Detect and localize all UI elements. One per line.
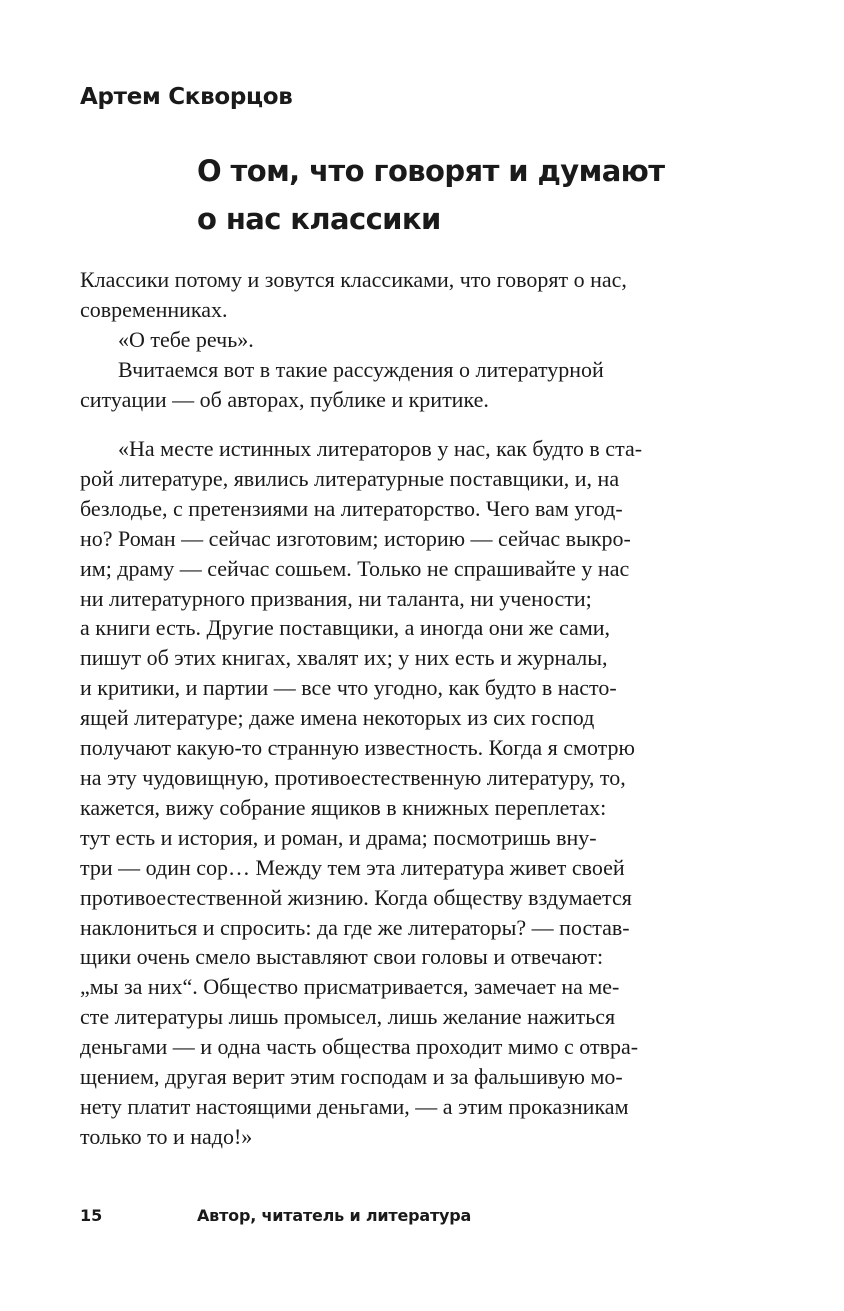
quote-line: пишут об этих книгах, хвалят их; у них есть и журналы, xyxy=(80,645,608,671)
quote-line: нету платит настоящими деньгами, — а этим проказникам xyxy=(80,1093,629,1119)
intro-line: ситуации — об авторах, публике и критике. xyxy=(80,386,489,412)
quote-line: щением, другая верит этим господам и за фальшивую мо- xyxy=(80,1064,623,1090)
author-name: Артем Скворцов xyxy=(80,84,293,110)
quote-line: ящей литературе; даже имена некоторых из сих господ xyxy=(80,705,595,731)
quote-line: а книги есть. Другие поставщики, а иногда они же сами, xyxy=(80,615,611,641)
quotation-block xyxy=(80,434,680,1152)
title-line: О том, что говорят и думают xyxy=(197,154,665,188)
quote-line: противоестественной жизнию. Когда обществу вздумается xyxy=(80,884,632,910)
page-number: 15 xyxy=(80,1206,103,1225)
quote-line: наклониться и спросить: да где же литераторы? — постав- xyxy=(80,914,630,940)
quote-line: щики очень смело выставляют свои головы и отвечают: xyxy=(80,944,604,970)
intro-paragraphs xyxy=(80,265,680,415)
intro-line: Классики потому и зовутся классиками, что говорят о нас, xyxy=(80,267,627,292)
quote-line: только то и надо!» xyxy=(80,1123,253,1149)
quote-line: „мы за них“. Общество присматривается, замечает на ме- xyxy=(80,974,620,1000)
quote-line: получают какую-то странную известность. Когда я смотрю xyxy=(80,735,635,761)
quote-line: рой литературе, явились литературные поставщики, и, на xyxy=(80,465,620,491)
quote-line: им; драму — сейчас сошьем. Только не спрашивайте у нас xyxy=(80,555,630,581)
quote-line: на эту чудовищную, противоестественную литературу, то, xyxy=(80,764,626,790)
quote-line: «На месте истинных литераторов у нас, как будто в ста- xyxy=(118,436,643,461)
quote-line: деньгами — и одна часть общества проходит мимо с отвра- xyxy=(80,1034,639,1060)
article-title xyxy=(197,147,757,243)
quote-line: кажется, вижу собрание ящиков в книжных переплетах: xyxy=(80,794,607,820)
quote-line: ни литературного призвания, ни таланта, ни учености; xyxy=(80,585,592,611)
intro-line: «О тебе речь». xyxy=(118,326,254,352)
intro-line: Вчитаемся вот в такие рассуждения о литературной xyxy=(118,356,604,382)
quote-line: и критики, и партии — все что угодно, как будто в насто- xyxy=(80,675,617,701)
running-title: Автор, читатель и литература xyxy=(197,1206,472,1225)
intro-line: современниках. xyxy=(80,296,228,322)
quote-line: безлодье, с претензиями на литераторство. Чего вам угод- xyxy=(80,495,623,521)
title-line: о нас классики xyxy=(197,202,441,236)
quote-line: но? Роман — сейчас изготовим; историю — сейчас выкро- xyxy=(80,525,631,551)
quote-line: сте литературы лишь промысел, лишь желание нажиться xyxy=(80,1004,616,1030)
quote-line: тут есть и история, и роман, и драма; посмотришь вну- xyxy=(80,824,597,850)
quote-line: три — один сор… Между тем эта литература живет своей xyxy=(80,854,625,880)
